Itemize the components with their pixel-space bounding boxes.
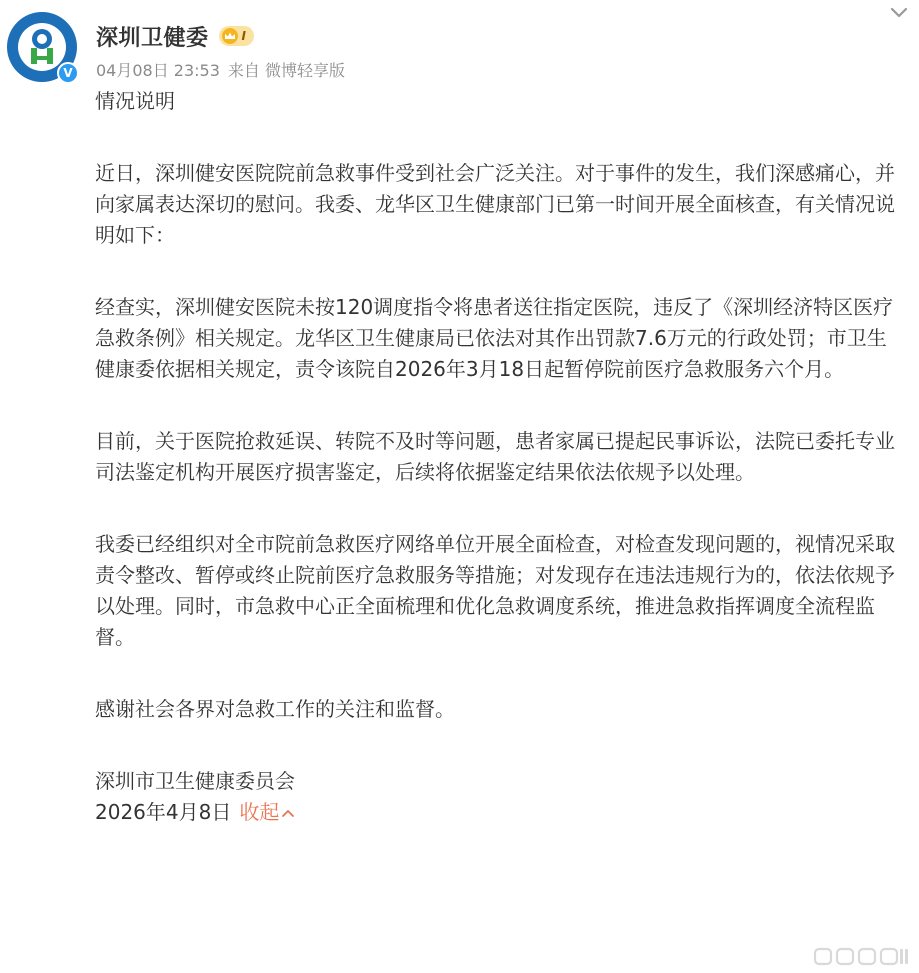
paragraph-1: 近日，深圳健安医院院前急救事件受到社会广泛关注。对于事件的发生，我们深感痛心，并向家属表达深切的慰问。我委、龙华区卫生健康部门已第一时间开展全面核查，有关情况说明如下： — [95, 161, 895, 247]
paragraph-5: 感谢社会各界对急救工作的关注和监督。 — [95, 697, 455, 721]
chevron-up-icon — [281, 808, 295, 818]
post-meta — [96, 58, 345, 81]
weibo-watermark-icon — [813, 945, 909, 967]
collapse-label: 收起 — [239, 800, 280, 824]
verified-badge-icon: V — [57, 62, 79, 84]
paragraph-2: 经查实，深圳健安医院未按120调度指令将患者送往指定医院，违反了《深圳经济特区医疗急救条例》相关规定。龙华区卫生健康局已依法对其作出罚款7.6万元的行政处罚；市卫生健康委依据相关规定，责令该院自2026年3月18日起暂停院前医疗急救服务六个月。 — [95, 295, 894, 381]
chevron-down-icon[interactable] — [889, 6, 909, 20]
spacer — [95, 385, 900, 426]
spacer — [95, 488, 900, 529]
spacer — [95, 117, 900, 158]
author-name[interactable]: 深圳卫健委 — [96, 25, 209, 51]
crown-icon — [221, 28, 239, 44]
spacer — [95, 251, 900, 292]
author-row — [96, 20, 254, 52]
spacer — [95, 725, 900, 766]
article-title: 情况说明 — [95, 89, 175, 113]
article-date: 2026年4月8日 — [95, 800, 232, 824]
level-badge[interactable] — [219, 26, 254, 46]
post-content — [95, 86, 900, 828]
signature: 深圳市卫生健康委员会 — [95, 769, 295, 793]
date-row — [95, 797, 900, 828]
post-timestamp[interactable]: 04月08日 23:53 — [96, 61, 220, 80]
post-source: 来自 微博轻享版 — [227, 61, 346, 80]
paragraph-3: 目前，关于医院抢救延误、转院不及时等问题，患者家属已提起民事诉讼，法院已委托专业司法鉴定机构开展医疗损害鉴定，后续将依据鉴定结果依法依规予以处理。 — [95, 429, 895, 484]
collapse-button[interactable] — [239, 797, 295, 828]
avatar[interactable] — [7, 12, 81, 86]
level-label: I — [241, 29, 246, 43]
spacer — [95, 653, 900, 694]
paragraph-4: 我委已经组织对全市院前急救医疗网络单位开展全面检查，对检查发现问题的，视情况采取责令整改、暂停或终止院前医疗急救服务等措施；对发现存在违法违规行为的，依法依规予以处理。同时，市急救中心正全面梳理和优化急救调度系统，推进急救指挥调度全流程监督。 — [95, 532, 895, 649]
